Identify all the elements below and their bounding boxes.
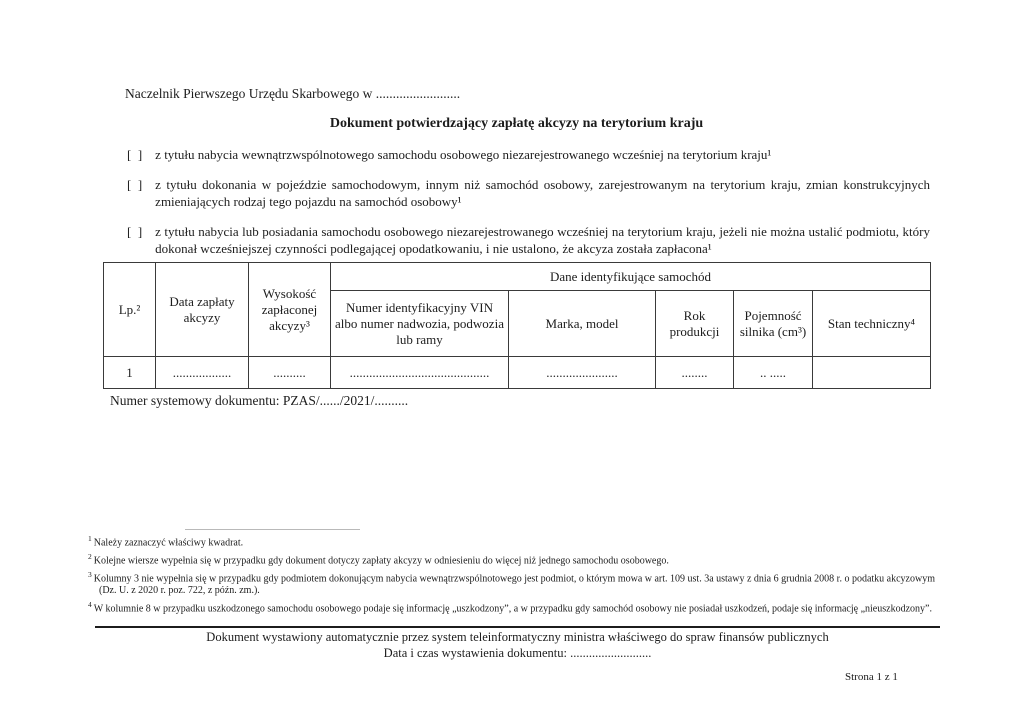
checkbox-label: z tytułu nabycia lub posiadania samochodu osobowego niezarejestrowanego wcześniej na terytorium kraju, jeżeli nie można ustalić podmiotu, który dokonał wcześniejszej czynności podlegającej opodatkowaniu, i nie ustalono, że akcyza została zapłacona¹	[155, 224, 930, 256]
footnote-text: W kolumnie 8 w przypadku uszkodzonego samochodu osobowego podaje się informację „uszkodzony”, a w przypadku gdy samochód osobowy nie posiadał uszkodzeń, podaje się informację „nieuszkodzony”.	[93, 603, 932, 615]
fill-in-cell-payment-date: ..................	[156, 357, 249, 389]
document-title: Dokument potwierdzający zapłatę akcyzy na terytorium kraju	[329, 116, 704, 131]
table-row	[104, 357, 931, 389]
footnotes-block	[88, 533, 948, 617]
footnote-separator	[185, 529, 360, 530]
footnote-text: Kolejne wiersze wypełnia się w przypadku gdy dokument dotyczy zapłaty akcyzy w odniesieniu do więcej niż jednego samochodu osobowego.	[93, 555, 669, 567]
footer-issue-datetime: Data i czas wystawienia dokumentu: ..........................	[383, 646, 652, 660]
group-header-car-data: Dane identyfikujące samochód	[331, 263, 931, 291]
checkbox-label: z tytułu nabycia wewnątrzwspólnotowego samochodu osobowego niezarejestrowanego wcześniej na terytorium kraju¹	[155, 147, 772, 162]
fill-in-cell-technical-condition	[813, 357, 931, 389]
footnote-marker: 3	[88, 569, 92, 579]
footnote-marker: 2	[88, 551, 92, 561]
checkbox-list	[127, 146, 930, 270]
system-document-number: Numer systemowy dokumentu: PZAS/....../2021/..........	[110, 393, 409, 408]
footnote-marker: 4	[88, 599, 92, 609]
excise-payment-table	[103, 262, 931, 389]
footnote-text: Należy zaznaczyć właściwy kwadrat.	[93, 537, 244, 549]
footer-issuing-statement: Dokument wystawiony automatycznie przez system teleinformatyczny ministra właściwego do spraw finansów publicznych	[206, 630, 829, 644]
footnote-3	[88, 569, 948, 598]
footnote-text: Kolumny 3 nie wypełnia się w przypadku gdy podmiotem dokonującym nabycia wewnątrzwspólnotowego jest podmiot, o którym mowa w art. 109 ust. 3a ustawy z dnia 6 grudnia 2008 r. o podatku akcyzowym (Dz. U. z 2020 r. poz. 722, z późn. zm.).	[93, 572, 935, 597]
col-header-make-model: Marka, model	[509, 291, 656, 357]
footnote-4	[88, 599, 948, 616]
col-header-vin: Numer identyfikacyjny VIN albo numer nadwozia, podwozia lub ramy	[331, 291, 509, 357]
checkbox-item-2	[127, 176, 930, 210]
addressee-line: Naczelnik Pierwszego Urzędu Skarbowego w .........................	[125, 86, 461, 101]
checkbox-brackets: [ ]	[127, 224, 143, 239]
fill-in-cell-make-model: ......................	[509, 357, 656, 389]
fill-in-cell-engine-capacity: .. .....	[734, 357, 813, 389]
col-header-payment-date: Data zapłaty akcyzy	[156, 263, 249, 357]
checkbox-brackets: [ ]	[127, 177, 143, 192]
checkbox-label: z tytułu dokonania w pojeździe samochodowym, innym niż samochód osobowy, zarejestrowanym na terytorium kraju, zmian konstrukcyjnych zmieniających rodzaj tego pojazdu na samochód osobowy¹	[155, 177, 930, 209]
cell-lp: 1	[104, 357, 156, 389]
footnote-2	[88, 551, 948, 568]
col-header-amount: Wysokość zapłaconej akcyzy³	[249, 263, 331, 357]
col-header-lp: Lp.²	[104, 263, 156, 357]
col-header-technical-condition: Stan techniczny⁴	[813, 291, 931, 357]
checkbox-item-3	[127, 223, 930, 257]
checkbox-brackets: [ ]	[127, 147, 143, 162]
col-header-engine-capacity: Pojemność silnika (cm³)	[734, 291, 813, 357]
col-header-production-year: Rok produkcji	[656, 291, 734, 357]
fill-in-cell-vin: ...........................................	[331, 357, 509, 389]
page-number: Strona 1 z 1	[845, 671, 898, 683]
checkbox-item-1	[127, 146, 930, 163]
footer-rule	[95, 626, 940, 628]
footnote-marker: 1	[88, 534, 92, 543]
footnote-1	[88, 533, 948, 550]
fill-in-cell-amount: ..........	[249, 357, 331, 389]
fill-in-cell-production-year: ........	[656, 357, 734, 389]
